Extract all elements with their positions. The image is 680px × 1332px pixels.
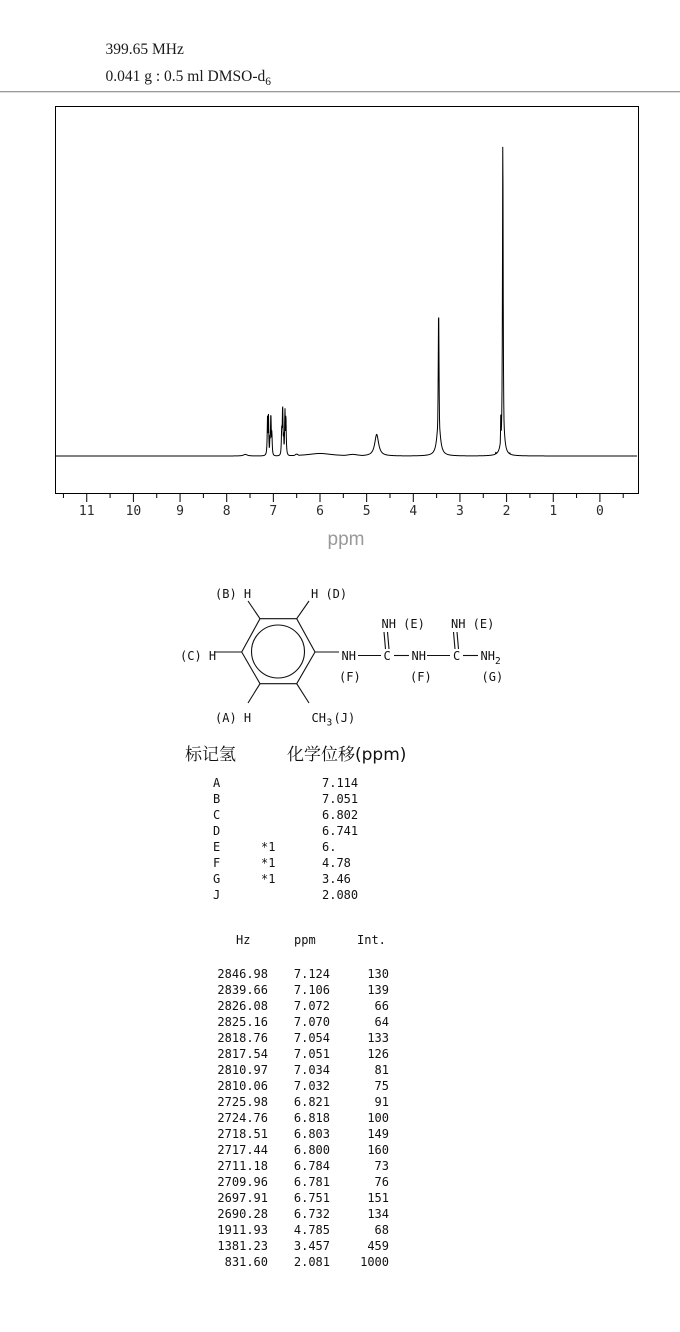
x-axis-tick-label: 8 (222, 504, 231, 519)
shift-row-label: J (213, 888, 221, 902)
x-axis-group (63, 494, 623, 520)
peak-row-ppm: 7.072 (293, 999, 330, 1013)
x-axis-tick-label: 3 (456, 504, 464, 519)
chain-amine-subscript: 2 (495, 656, 501, 667)
peak-row-hz: 2825.16 (217, 1015, 268, 1029)
chain-f1: (F) (339, 670, 361, 684)
peak-row-hz: 2818.76 (217, 1031, 268, 1045)
peak-row-ppm: 6.803 (293, 1127, 330, 1141)
peak-row-int: 100 (367, 1111, 389, 1125)
peak-row-ppm: 6.800 (293, 1143, 330, 1157)
x-axis-tick-label: 11 (78, 504, 95, 519)
chain-nh2: NH (411, 649, 426, 663)
shift-table-header-label: 标记氢 (185, 745, 236, 765)
peak-row-int: 126 (367, 1047, 389, 1061)
atom-label-hc: (C) H (180, 649, 217, 663)
chain-c1: C (383, 649, 391, 663)
double-bond-c2-a (454, 632, 456, 649)
x-axis-tick-label: 0 (595, 504, 604, 519)
shift-row-value: 3.46 (322, 872, 351, 886)
peak-row-int: 149 (367, 1127, 389, 1141)
peak-row-int: 75 (374, 1079, 389, 1093)
peak-row-int: 68 (374, 1223, 389, 1237)
peak-row-int: 459 (367, 1239, 389, 1253)
peak-row-hz: 2718.51 (217, 1127, 268, 1141)
peak-row-hz: 2717.44 (217, 1143, 268, 1157)
peak-row-hz: 2690.28 (217, 1207, 268, 1221)
bond-ring-hb (248, 601, 260, 619)
x-axis-tick-label: 10 (125, 504, 142, 519)
shift-row-marker (261, 887, 322, 903)
atom-label-ha: (A) H (215, 711, 252, 725)
peak-row-int: 81 (374, 1063, 389, 1077)
double-bond-c1-b (388, 632, 390, 649)
peak-row-ppm: 3.457 (293, 1239, 330, 1253)
shift-row-label: A (213, 776, 221, 790)
peak-row-ppm: 6.751 (293, 1191, 330, 1205)
shift-row-marker (261, 791, 322, 807)
bond-ring-ha (248, 684, 260, 703)
peak-row-int: 64 (374, 1015, 389, 1029)
shift-row-marker: *1 (261, 856, 276, 870)
peak-row-ppm: 7.032 (293, 1079, 330, 1093)
peak-row-hz: 2709.96 (217, 1175, 268, 1189)
peak-row-int: 139 (367, 983, 389, 997)
peak-table-header-ppm: ppm (294, 933, 316, 947)
x-axis-tick-label: 6 (316, 504, 324, 519)
peak-row-int: 91 (374, 1095, 389, 1109)
bond-ring-ch3 (297, 684, 309, 703)
shift-row-label: B (213, 792, 221, 806)
shift-row-marker (261, 823, 322, 839)
peak-row-hz: 2711.18 (217, 1159, 268, 1173)
chain-f2: (F) (410, 670, 432, 684)
shift-row-label: C (213, 808, 221, 822)
sample-subscript: 6 (265, 76, 271, 88)
shift-row-label: E (213, 840, 221, 854)
chain-amine: NH (480, 649, 495, 663)
peak-row-ppm: 4.785 (293, 1223, 330, 1237)
chain-nhe1: NH (E) (381, 617, 425, 631)
x-axis-tick-label: 7 (269, 504, 278, 519)
peak-row-hz: 1381.23 (217, 1239, 268, 1253)
frequency-text: 399.65 MHz (105, 41, 184, 58)
shift-table (213, 775, 402, 903)
chain-nh1: NH (341, 649, 356, 663)
molecule-structure-diagram (175, 572, 515, 737)
x-axis-tick-label: 9 (176, 504, 184, 519)
x-axis-tick-label: 4 (409, 504, 418, 519)
peak-row-ppm: 7.054 (293, 1031, 330, 1045)
peak-row-hz: 2817.54 (217, 1047, 268, 1061)
peak-row-int: 66 (374, 999, 389, 1013)
shift-row-value: 6. (322, 840, 337, 854)
shift-row-value: 4.78 (322, 856, 351, 870)
peak-row-ppm: 6.784 (293, 1159, 330, 1173)
peak-row-int: 76 (374, 1175, 389, 1189)
x-axis-tick-label: 1 (549, 504, 558, 519)
shift-row-marker (261, 775, 322, 791)
methyl-assignment-label: (J) (333, 711, 356, 725)
peak-row-int: 73 (374, 1159, 389, 1173)
peak-row-int: 130 (367, 967, 389, 981)
shift-row-value: 2.080 (322, 888, 359, 902)
peak-row-hz: 2810.06 (217, 1079, 268, 1093)
shift-row-marker: *1 (261, 872, 276, 886)
chain-nhe2: NH (E) (451, 617, 495, 631)
peak-row-int: 1000 (360, 1255, 389, 1269)
double-bond-c2-b (457, 632, 459, 649)
peak-row-hz: 2826.08 (217, 999, 268, 1013)
peak-row-hz: 2724.76 (217, 1111, 268, 1125)
shift-row-value: 7.114 (322, 776, 359, 790)
shift-row-marker (261, 807, 322, 823)
x-axis-tick-label: 2 (502, 504, 511, 519)
bond-ring-hd (297, 601, 309, 619)
peak-table (212, 966, 389, 1270)
peak-row-int: 160 (367, 1143, 389, 1157)
peak-row-hz: 2725.98 (217, 1095, 268, 1109)
x-axis-tick-label: 5 (362, 504, 371, 519)
peak-row-hz: 2697.91 (217, 1191, 268, 1205)
x-axis-label: ppm (327, 529, 365, 550)
methyl-subscript: 3 (326, 717, 333, 729)
aromatic-circle (252, 625, 305, 678)
shift-row-marker: *1 (261, 840, 276, 854)
double-bond-c1-a (384, 632, 386, 649)
divider-line (0, 91, 680, 92)
shift-row-label: F (213, 856, 221, 870)
peak-row-hz: 2846.98 (217, 967, 268, 981)
peak-row-ppm: 6.781 (293, 1175, 330, 1189)
atom-label-hb: (B) H (215, 587, 252, 601)
peak-row-hz: 831.60 (224, 1255, 268, 1269)
peak-row-ppm: 6.821 (293, 1095, 330, 1109)
shift-row-value: 7.051 (322, 792, 359, 806)
shift-row-label: G (213, 872, 221, 886)
peak-row-ppm: 7.051 (293, 1047, 330, 1061)
peak-row-hz: 2810.97 (217, 1063, 268, 1077)
atom-label-hd: H (D) (311, 587, 348, 601)
shift-row-value: 6.741 (322, 824, 359, 838)
methyl-label: CH (311, 711, 326, 725)
shift-row-label: D (213, 824, 221, 838)
peak-row-ppm: 7.070 (293, 1015, 330, 1029)
peak-table-header-int: Int. (357, 933, 386, 947)
peak-row-int: 133 (367, 1031, 389, 1045)
chain-c2: C (453, 649, 461, 663)
spectrum-trace-group (56, 147, 637, 456)
spectrum-trace (56, 147, 637, 456)
peak-row-ppm: 7.034 (293, 1063, 330, 1077)
peak-row-ppm: 7.124 (293, 967, 330, 981)
sample-text: 0.041 g : 0.5 ml DMSO-d (105, 68, 266, 85)
nmr-spectrum-chart (0, 95, 680, 565)
peak-row-hz: 1911.93 (217, 1223, 268, 1237)
peak-row-int: 151 (367, 1191, 389, 1205)
peak-row-ppm: 6.818 (293, 1111, 330, 1125)
peak-row-ppm: 7.106 (293, 983, 330, 997)
shift-table-header-shift: 化学位移(ppm) (287, 745, 407, 765)
peak-row-ppm: 2.081 (293, 1255, 330, 1269)
chain-g: (G) (481, 670, 504, 684)
peak-table-header-hz: Hz (236, 933, 251, 947)
peak-row-hz: 2839.66 (217, 983, 268, 997)
peak-row-int: 134 (367, 1207, 389, 1221)
shift-row-value: 6.802 (322, 808, 359, 822)
peak-row-ppm: 6.732 (293, 1207, 330, 1221)
plot-box (56, 107, 639, 494)
atom-labels (180, 587, 503, 729)
